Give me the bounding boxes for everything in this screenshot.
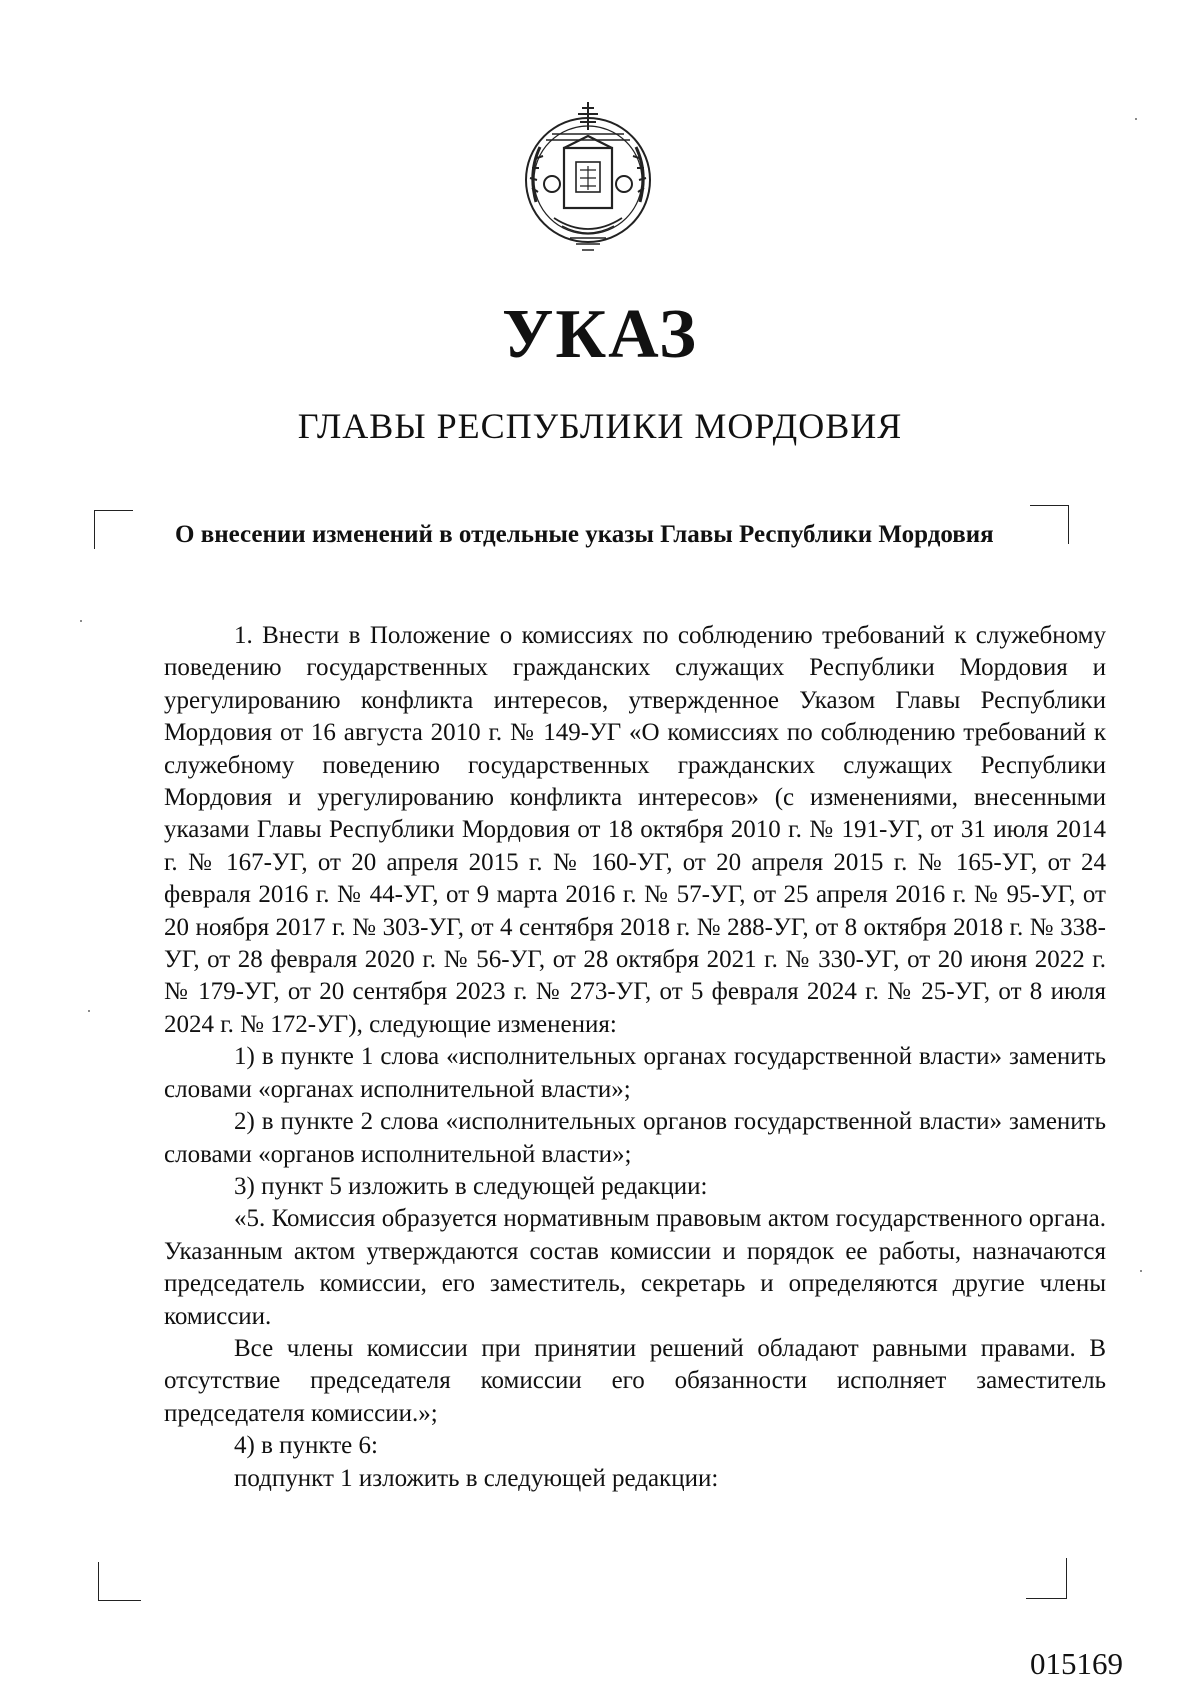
paragraph-3: 2) в пункте 2 слова «исполнительных органов государственной власти» заменить словами «органов исполнительной власти»; bbox=[164, 1108, 1106, 1168]
document-body bbox=[164, 620, 1106, 1495]
corner-mark-bottom-right bbox=[1026, 1558, 1067, 1599]
paragraph-5: «5. Комиссия образуется нормативным правовым актом государственного органа. Указанным актом утверждаются состав комиссии и порядок ее работы, назначаются председатель комиссии, его заместитель, секретарь и определяются другие члены комиссии. bbox=[164, 1205, 1106, 1330]
paragraph-6: Все члены комиссии при принятии решений обладают равными правами. В отсутствие председателя комиссии его обязанности исполняет заместитель председателя комиссии.»; bbox=[164, 1334, 1106, 1427]
document-issuer: ГЛАВЫ РЕСПУБЛИКИ МОРДОВИЯ bbox=[297, 406, 903, 446]
paragraph-2: 1) в пункте 1 слова «исполнительных органах государственной власти» заменить словами «органах исполнительной власти»; bbox=[164, 1043, 1106, 1103]
paragraph-1: 1. Внести в Положение о комиссиях по соблюдению требований к служебному поведению государственных гражданских служащих Республики Мордовия и урегулированию конфликта интересов, утвержденное Указом Главы Республики Мордовия от 16 августа 2010 г. № 149-УГ «О комиссиях по соблюдению требований к служебному поведению государственных гражданских служащих Республики Мордовия и урегулированию конфликта интересов» (с изменениями, внесенными указами Главы Республики Мордовия от 18 октября 2010 г. № 191-УГ, от 31 июля 2014 г. № 167-УГ, от 20 апреля 2015 г. № 160-УГ, от 20 апреля 2015 г. № 165-УГ, от 24 февраля 2016 г. № 44-УГ, от 9 марта 2016 г. № 57-УГ, от 25 апреля 2016 г. № 95-УГ, от 20 ноября 2017 г. № 303-УГ, от 4 сентября 2018 г. № 288-УГ, от 8 октября 2018 г. № 338-УГ, от 28 февраля 2020 г. № 56-УГ, от 28 октября 2021 г. № 330-УГ, от 20 июня 2022 г. № 179-УГ, от 20 сентября 2023 г. № 273-УГ, от 5 февраля 2024 г. № 25-УГ, от 8 июля 2024 г. № 172-УГ), следующие изменения: bbox=[164, 622, 1106, 1038]
corner-mark-top-left bbox=[94, 510, 133, 549]
emblem bbox=[518, 92, 658, 262]
coat-of-arms-icon bbox=[518, 92, 658, 262]
corner-mark-bottom-left bbox=[98, 1562, 141, 1601]
scan-speck bbox=[88, 1010, 90, 1012]
document-subject: О внесении изменений в отдельные указы Главы Республики Мордовия bbox=[175, 521, 994, 548]
scan-speck bbox=[1135, 118, 1137, 120]
scan-speck bbox=[1140, 1270, 1142, 1272]
page-number: 015169 bbox=[1030, 1646, 1123, 1681]
paragraph-8: подпункт 1 изложить в следующей редакции: bbox=[234, 1464, 719, 1492]
scan-speck bbox=[80, 620, 82, 622]
document-title: УКАЗ bbox=[502, 296, 698, 373]
paragraph-4: 3) пункт 5 изложить в следующей редакции: bbox=[234, 1172, 708, 1200]
paragraph-7: 4) в пункте 6: bbox=[234, 1432, 378, 1460]
